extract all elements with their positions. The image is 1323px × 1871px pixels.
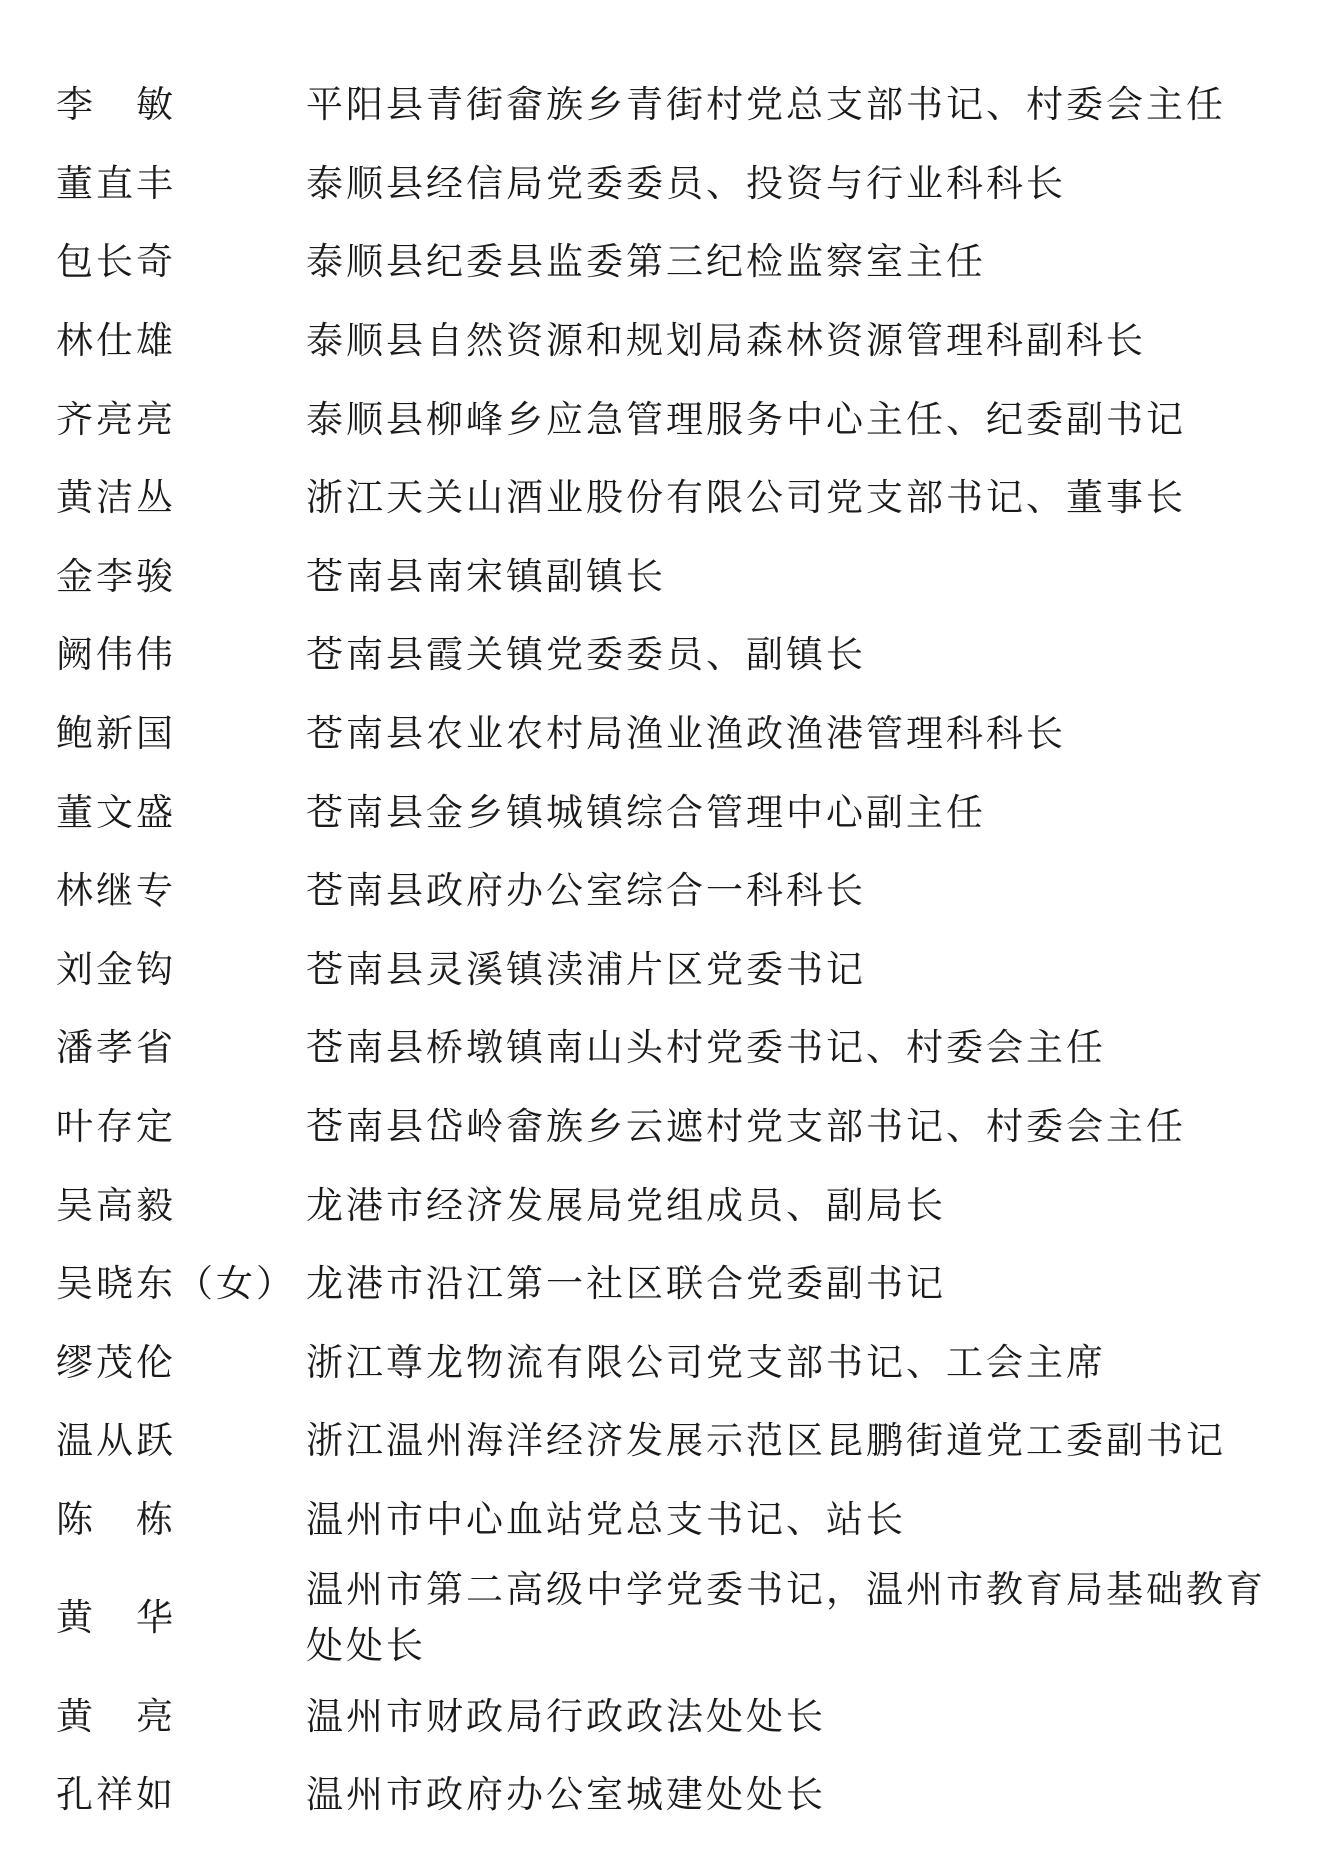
list-item xyxy=(56,1559,1296,1677)
person-title: 泰顺县自然资源和规划局森林资源管理科副科长 xyxy=(306,319,1146,363)
person-name: 缪茂伦 xyxy=(56,1340,176,1384)
person-name: 鲍新国 xyxy=(56,712,176,755)
person-name: 吴高毅 xyxy=(56,1183,176,1227)
person-title: 泰顺县纪委县监委第三纪检监察室主任 xyxy=(306,240,986,284)
person-title: 苍南县金乡镇城镇综合管理中心副主任 xyxy=(306,790,986,834)
list-item xyxy=(56,145,1296,224)
person-title: 温州市政府办公室城建处处长 xyxy=(306,1773,826,1817)
person-name: 董直丰 xyxy=(56,161,176,205)
list-item xyxy=(56,1677,1296,1756)
list-item xyxy=(56,852,1296,931)
list-item xyxy=(56,616,1296,695)
person-name: 金李骏 xyxy=(56,554,176,598)
person-name: 林仕雄 xyxy=(56,319,176,363)
person-title: 浙江尊龙物流有限公司党支部书记、工会主席 xyxy=(306,1340,1106,1384)
list-item xyxy=(56,1245,1296,1324)
person-name: 董文盛 xyxy=(56,790,176,834)
person-title: 苍南县政府办公室综合一科科长 xyxy=(306,869,866,913)
person-title: 温州市中心血站党总支书记、站长 xyxy=(306,1497,906,1541)
list-item xyxy=(56,1324,1296,1403)
list-item xyxy=(56,695,1296,774)
person-title: 苍南县霞关镇党委委员、副镇长 xyxy=(306,633,866,677)
person-title: 浙江温州海洋经济发展示范区昆鹏街道党工委副书记 xyxy=(306,1419,1226,1463)
person-title: 苍南县农业农村局渔业渔政渔港管理科科长 xyxy=(306,712,1066,755)
person-name: 齐亮亮 xyxy=(56,397,176,441)
name-list xyxy=(56,66,1296,1834)
person-title: 平阳县青街畲族乡青街村党总支部书记、村委会主任 xyxy=(306,83,1226,127)
list-item xyxy=(56,1481,1296,1560)
list-item xyxy=(56,223,1296,302)
person-title: 龙港市沿江第一社区联合党委副书记 xyxy=(306,1262,946,1306)
list-item xyxy=(56,1166,1296,1245)
person-title: 苍南县南宋镇副镇长 xyxy=(306,554,666,598)
person-name: 陈 栋 xyxy=(56,1497,176,1541)
list-item xyxy=(56,773,1296,852)
person-name: 黄 亮 xyxy=(56,1694,176,1738)
list-item xyxy=(56,1402,1296,1481)
list-item xyxy=(56,931,1296,1010)
person-title: 温州市财政局行政政法处处长 xyxy=(306,1694,826,1738)
person-name: 孔祥如 xyxy=(56,1773,176,1817)
person-name: 包长奇 xyxy=(56,240,176,284)
person-name: 吴晓东（女） xyxy=(56,1262,296,1306)
person-title: 温州市第二高级中学党委书记，温州市教育局基础教育处处长 xyxy=(306,1568,1266,1668)
list-item xyxy=(56,380,1296,459)
person-name: 阙伟伟 xyxy=(56,633,176,677)
person-name: 黄洁丛 xyxy=(56,476,176,520)
person-title: 浙江天关山酒业股份有限公司党支部书记、董事长 xyxy=(306,476,1186,520)
list-item xyxy=(56,1088,1296,1167)
person-title: 泰顺县柳峰乡应急管理服务中心主任、纪委副书记 xyxy=(306,397,1186,441)
list-item xyxy=(56,302,1296,381)
person-title: 龙港市经济发展局党组成员、副局长 xyxy=(306,1183,946,1227)
list-item xyxy=(56,1009,1296,1088)
person-name: 李 敏 xyxy=(56,83,176,127)
list-item xyxy=(56,459,1296,538)
person-title: 泰顺县经信局党委委员、投资与行业科科长 xyxy=(306,161,1066,205)
person-title: 苍南县灵溪镇渎浦片区党委书记 xyxy=(306,947,866,991)
list-item xyxy=(56,538,1296,617)
person-name: 潘孝省 xyxy=(56,1026,176,1070)
person-title: 苍南县桥墩镇南山头村党委书记、村委会主任 xyxy=(306,1026,1106,1070)
person-name: 叶存定 xyxy=(56,1104,176,1148)
list-item xyxy=(56,66,1296,145)
person-title: 苍南县岱岭畲族乡云遮村党支部书记、村委会主任 xyxy=(306,1104,1186,1148)
person-name: 黄 华 xyxy=(56,1596,176,1640)
person-name: 刘金钩 xyxy=(56,947,176,991)
person-name: 林继专 xyxy=(56,869,176,913)
person-name: 温从跃 xyxy=(56,1419,176,1463)
list-item xyxy=(56,1756,1296,1835)
